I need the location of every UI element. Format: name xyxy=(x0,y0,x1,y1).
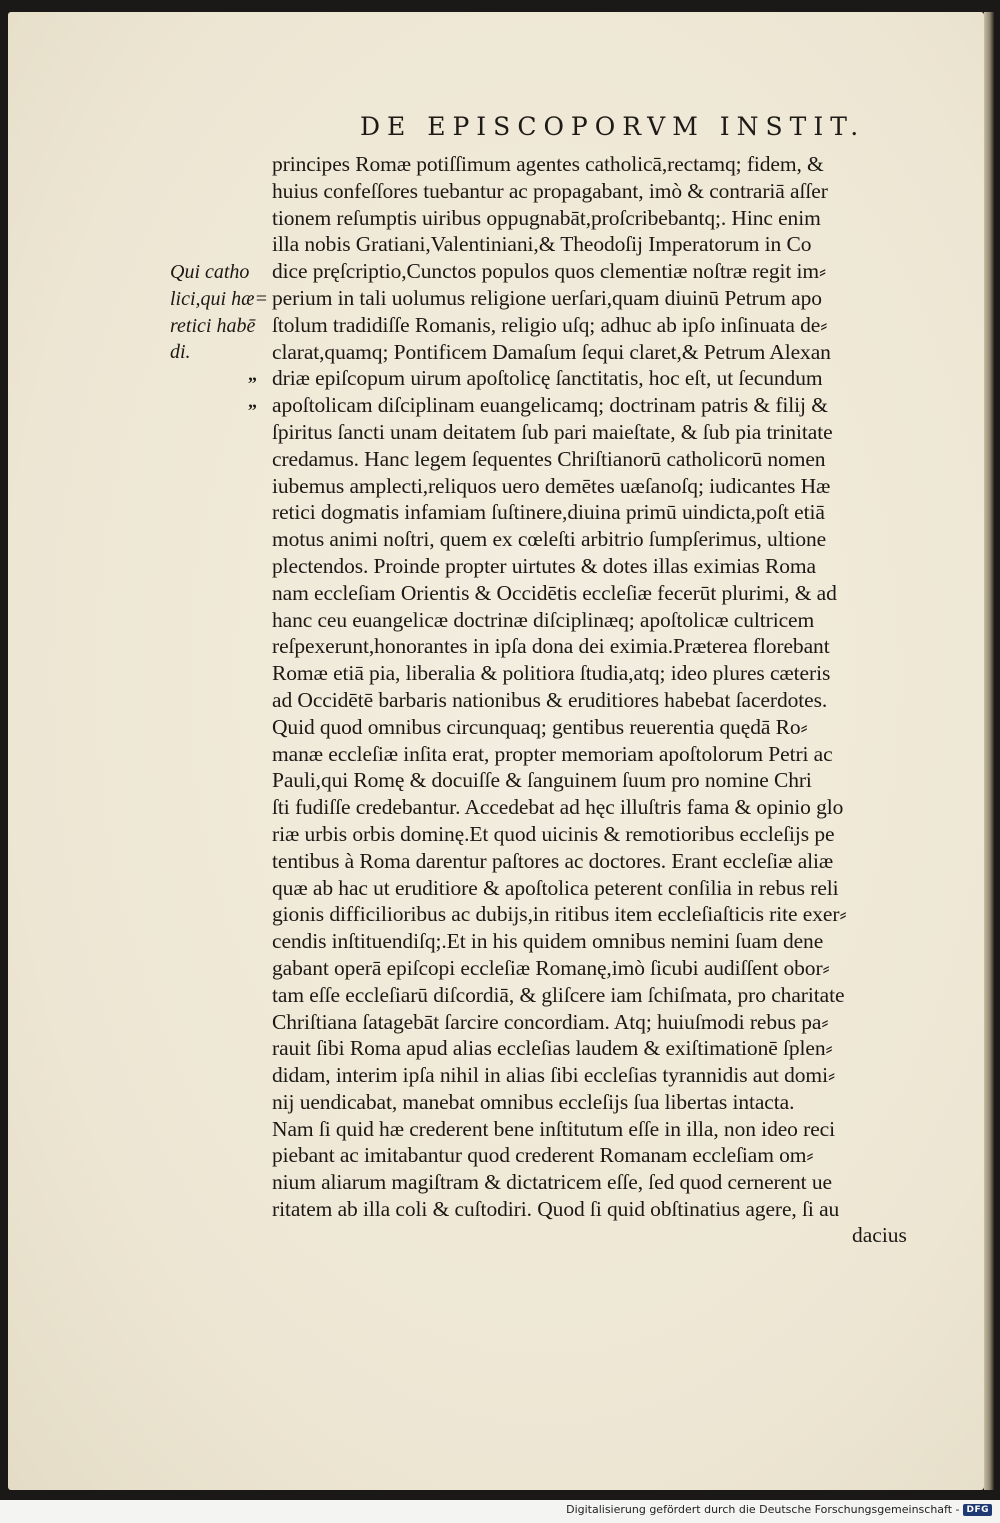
text-line: Romæ etiā pia, liberalia & politiora ſtudia,atq; ideo plures cæteris xyxy=(272,661,831,686)
body-text xyxy=(272,151,932,1223)
text-line: ſtolum tradidiſſe Romanis, religio uſq; adhuc ab ipſo inſinuata de⸗ xyxy=(272,312,828,337)
marginal-note-line: di. xyxy=(170,341,191,364)
dfg-logo: DFG xyxy=(963,1504,992,1516)
text-line: riæ urbis orbis dominę.Et quod uicinis & remotioribus eccleſijs pe xyxy=(272,821,835,846)
text-line: reſpexerunt,honorantes in ipſa dona dei eximia.Præterea florebant xyxy=(272,634,830,659)
text-line: gabant operā epiſcopi eccleſiæ Romanę,imò ſicubi audiſſent obor⸗ xyxy=(272,955,830,980)
text-line: Quid quod omnibus circunquaq; gentibus reuerentia quędā Ro⸗ xyxy=(272,714,808,739)
text-line: apoſtolicam diſciplinam euangelicamq; doctrinam patris & filij & xyxy=(272,393,828,418)
text-line: ritatem ab illa coli & cuſtodiri. Quod ſi quid obſtinatius agere, ſi au xyxy=(272,1197,840,1222)
text-line: didam, interim ipſa nihil in alias ſibi eccleſias tyrannidis aut domi⸗ xyxy=(272,1063,836,1088)
text-line: gionis difficilioribus ac dubijs,in ritibus item eccleſiaſticis rite exer⸗ xyxy=(272,902,847,927)
footer xyxy=(566,1503,992,1516)
text-line: manæ eccleſiæ inſita erat, propter memoriam apoſtolorum Petri ac xyxy=(272,741,833,766)
text-line: ad Occidētē barbaris nationibus & eruditiores habebat ſacerdotes. xyxy=(272,687,828,712)
text-line: retici dogmatis infamiam ſuſtinere,diuina primū uindicta,poſt etiā xyxy=(272,500,825,525)
text-line: plectendos. Proinde propter uirtutes & dotes illas eximias Roma xyxy=(272,553,816,578)
text-line: hanc ceu euangelicæ doctrinæ diſciplinæq; apoſtolicæ cultricem xyxy=(272,607,815,632)
text-line: dice pręſcriptio,Cunctos populos quos clementiæ noſtræ regit im⸗ xyxy=(272,259,827,284)
text-line: quæ ab hac ut eruditiore & apoſtolica peterent conſilia in rebus reli xyxy=(272,875,839,900)
marginal-note-line: Qui catho xyxy=(170,261,250,283)
marginal-note-line: retici habē xyxy=(170,314,256,337)
quotation-mark: „ xyxy=(248,391,257,411)
text-line: ſti fudiſſe credebantur. Accedebat ad hęc illuſtris fama & opinio glo xyxy=(272,795,844,820)
text-line: rauit ſibi Roma apud alias eccleſias laudem & exiſtimationē ſplen⸗ xyxy=(272,1036,833,1061)
text-line: piebant ac imitabantur quod crederent Romanam eccleſiam om⸗ xyxy=(272,1143,814,1168)
running-head: DE EPISCOPORVM INSTIT. xyxy=(360,112,866,141)
text-line: nij uendicabat, manebat omnibus eccleſijs ſua libertas intacta. xyxy=(272,1089,795,1114)
text-line: nium aliarum magiſtram & dictatricem eſſe, ſed quod cernerent ue xyxy=(272,1170,832,1195)
text-line: principes Romæ potiſſimum agentes catholicā,rectamq; fidem, & xyxy=(272,152,824,176)
marginal-note xyxy=(170,259,270,366)
page-edge xyxy=(984,12,994,1490)
footer-credit: Digitalisierung gefördert durch die Deutsche Forschungsgemeinschaft - xyxy=(566,1503,960,1516)
text-line: nam eccleſiam Orientis & Occidētis eccleſiæ fecerūt plurimi, & ad xyxy=(272,580,837,605)
catchword: dacius xyxy=(852,1223,907,1247)
text-line: cendis inſtituendiſq;.Et in his quidem omnibus nemini ſuam dene xyxy=(272,929,824,954)
text-line: clarat,quamq; Pontificem Damaſum ſequi claret,& Petrum Alexan xyxy=(272,339,831,364)
text-line: driæ epiſcopum uirum apoſtolicę ſanctitatis, hoc eſt, ut ſecundum xyxy=(272,366,823,391)
text-line: ſpiritus ſancti unam deitatem ſub pari maieſtate, & ſub pia trinitate xyxy=(272,419,833,444)
text-line: Nam ſi quid hæ crederent bene inſtitutum eſſe in illa, non ideo reci xyxy=(272,1116,835,1141)
text-line: motus animi noſtri, quem ex cœleſti arbitrio ſumpſerimus, ultione xyxy=(272,527,827,552)
text-line: perium in tali uolumus religione uerſari,quam diuinū Petrum apo xyxy=(272,285,822,310)
text-line: tam eſſe eccleſiarū diſcordiā, & gliſcere iam ſchiſmata, pro charitate xyxy=(272,982,845,1007)
text-line: tionem reſumptis uiribus oppugnabāt,proſcribebantq;. Hinc enim xyxy=(272,205,821,230)
text-line: iubemus amplecti,reliquos uero demētes uæſanoſq; iudicantes Hæ xyxy=(272,473,831,498)
text-line: huius confeſſores tuebantur ac propagabant, imò & contrariā aſſer xyxy=(272,178,828,203)
text-line: Chriſtiana ſatagebāt ſarcire concordiam. Atq; huiuſmodi rebus pa⸗ xyxy=(272,1009,829,1034)
text-line: Pauli,qui Romę & docuiſſe & ſanguinem ſuum pro nomine Chri xyxy=(272,768,812,793)
text-line: credamus. Hanc legem ſequentes Chriſtianorū catholicorū nomen xyxy=(272,446,826,471)
text-line: illa nobis Gratiani,Valentiniani,& Theodoſij Imperatorum in Co xyxy=(272,232,812,257)
marginal-note-line: lici,qui hæ= xyxy=(170,287,268,310)
text-line: tentibus à Roma darentur paſtores ac doctores. Erant eccleſiæ aliæ xyxy=(272,848,834,873)
quotation-mark: „ xyxy=(248,364,257,384)
